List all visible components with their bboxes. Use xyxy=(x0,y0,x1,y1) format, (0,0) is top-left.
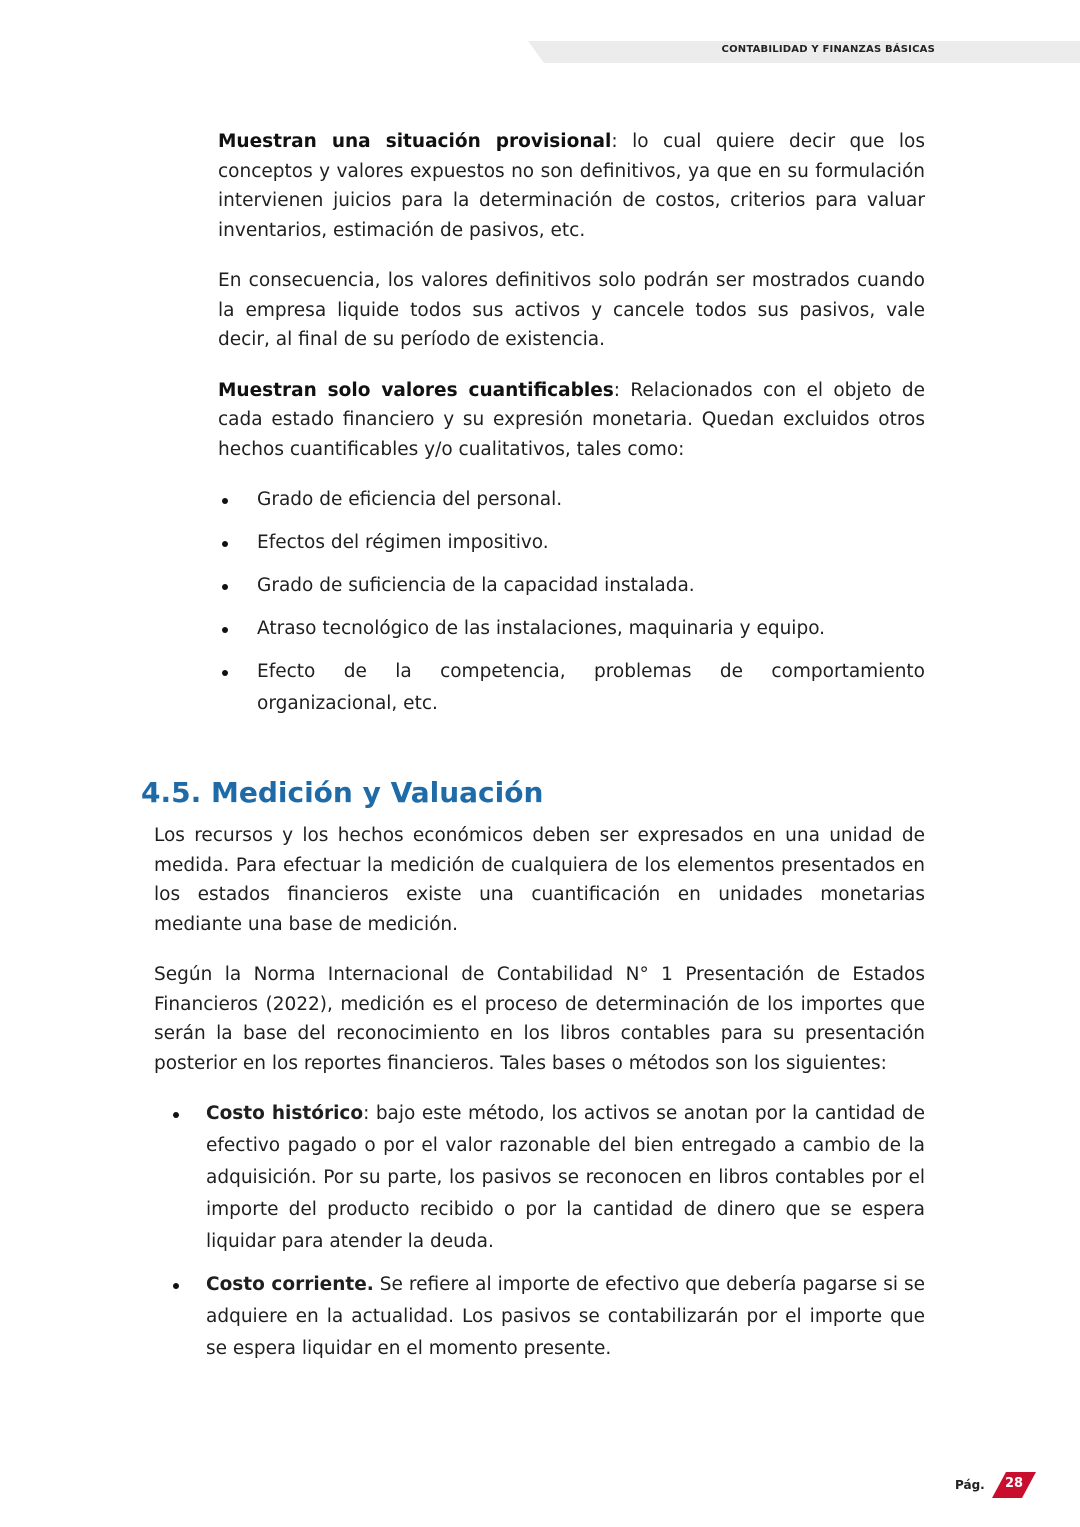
list-item-costo-historico xyxy=(154,1098,925,1258)
paragraph-consecuencia: En consecuencia, los valores definitivos solo podrán ser mostrados cuando la empresa liquide todos sus activos y cancele todos sus pasivos, vale decir, al final de su período de existencia. xyxy=(218,270,925,350)
paragraph-text: : lo cual quiere decir que los conceptos y valores expuestos no son definitivos, ya que en su formulación intervienen juicios para la determinación de costos, criterios para valuar inventarios, estimación de pasivos, etc. xyxy=(218,131,925,241)
paragraph-recursos: Los recursos y los hechos económicos deben ser expresados en una unidad de medida. Para efectuar la medición de cualquiera de los elementos presentados en los estados financieros existe una cuantificación en unidades monetarias mediante una base de medición. xyxy=(154,825,925,935)
paragraph-text: : Relacionados con el objeto de cada estado financiero y su expresión monetaria. Quedan excluidos otros hechos cuantificables y/o cualitativos, tales como: xyxy=(218,379,925,460)
bold-term-provisional: Muestran una situación provisional xyxy=(218,131,612,152)
bold-term: Costo histórico xyxy=(206,1103,364,1124)
paragraph-cuantificables xyxy=(218,376,925,465)
list-item: Grado de suficiencia de la capacidad instalada. xyxy=(218,570,925,602)
paragraph-provisional xyxy=(218,127,925,245)
bold-term-cuantificables: Muestran solo valores cuantificables xyxy=(218,379,614,401)
list-item: Atraso tecnológico de las instalaciones, maquinaria y equipo. xyxy=(218,613,925,645)
page-number: 28 xyxy=(1004,1476,1024,1491)
list-item: Efecto de la competencia, problemas de comportamiento organizacional, etc. xyxy=(218,656,925,720)
list-item: Grado de eficiencia del personal. xyxy=(218,484,925,516)
section-body xyxy=(154,821,925,1078)
section-heading: 4.5. Medición y Valuación xyxy=(141,776,544,809)
provisional-paragraph-block xyxy=(218,127,925,464)
measurement-bases-list xyxy=(154,1098,925,1376)
bold-term: Costo corriente. xyxy=(206,1274,374,1295)
excluded-facts-list xyxy=(218,484,925,731)
paragraph-norma: Según la Norma Internacional de Contabilidad N° 1 Presentación de Estados Financieros (2022), medición es el proceso de determinación de los importes que serán la base del reconocimiento en los libros contables para su presentación posterior en los reportes financieros. Tales bases o métodos son los siguientes: xyxy=(154,964,925,1074)
list-item-text: Se refiere al importe de efectivo que debería pagarse si se adquiere en la actualidad. Los pasivos se contabilizarán por el importe que se espera liquidar en el momento presente. xyxy=(206,1274,925,1359)
list-item-text: : bajo este método, los activos se anotan por la cantidad de efectivo pagado o por el valor razonable del bien entregado a cambio de la adquisición. Por su parte, los pasivos se reconocen en libros contables por el importe del producto recibido o por la cantidad de dinero que se espera liquidar para atender la deuda. xyxy=(206,1103,925,1252)
list-item-costo-corriente xyxy=(154,1269,925,1365)
list-item: Efectos del régimen impositivo. xyxy=(218,527,925,559)
running-header-title: CONTABILIDAD Y FINANZAS BÁSICAS xyxy=(721,44,935,55)
page-label: Pág. xyxy=(955,1478,985,1492)
